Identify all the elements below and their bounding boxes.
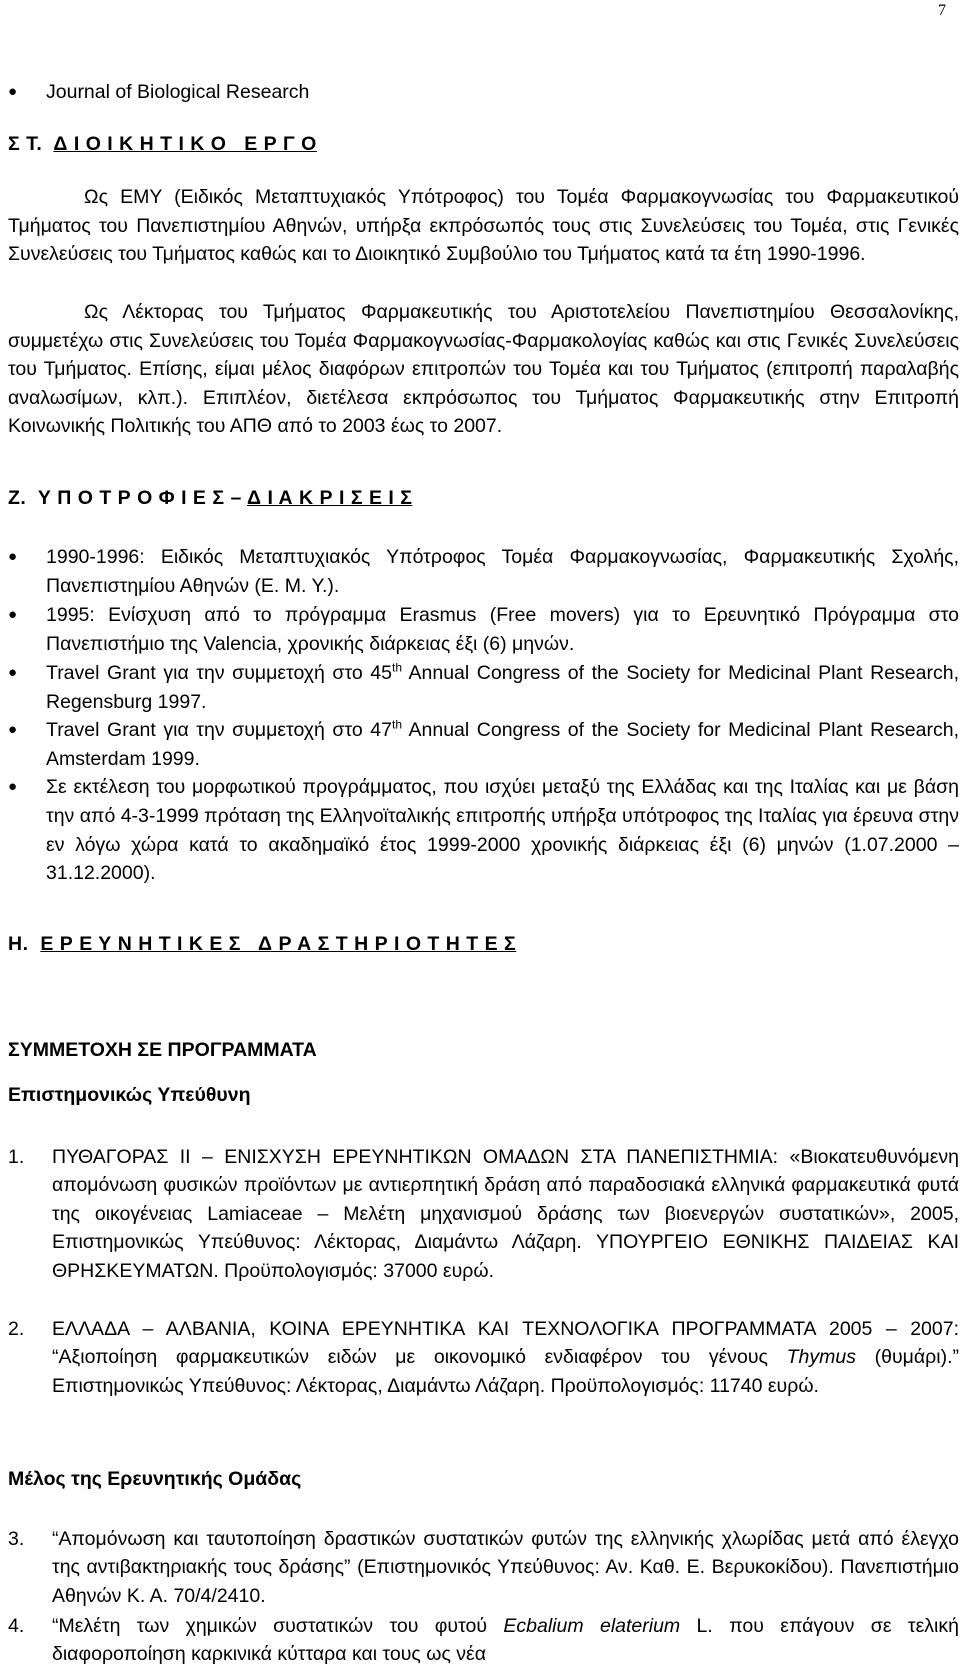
section-prefix: Ζ.: [8, 487, 38, 509]
list-number: 3.: [8, 1528, 25, 1550]
scholarship-item: [46, 716, 959, 774]
bullet-icon: ●: [8, 664, 18, 681]
ordinal-suffix: th: [391, 660, 402, 675]
item-text: Annual Congress of the Society for Medicinal Plant Research, Amsterdam 1999.: [46, 719, 959, 770]
section-prefix: Η.: [8, 933, 41, 955]
item-text: (θυμάρι).” Επιστημονικώς Υπεύθυνος: Λέκτορας, Διαμάντω Λάζαρη. Προϋπολογισμός: 11740 ευρώ.: [52, 1346, 959, 1397]
item-text: L. που επάγουν σε τελική διαφοροποίηση καρκινικά κύτταρα και τους ως νέα: [52, 1615, 959, 1666]
item-text: Travel Grant για την συμμετοχή στο 45: [46, 662, 392, 684]
ordinal-suffix: th: [391, 717, 402, 732]
section-heading-h: [8, 933, 516, 956]
member-heading: Μέλος της Ερευνητικής Ομάδας: [8, 1468, 302, 1490]
species-name: Thymus: [786, 1346, 856, 1369]
program-item: “Απομόνωση και ταυτοποίηση δραστικών συστατικών φυτών της ελληνικής χλωρίδας μετά από έλεγχο της αντιβακτηριακής τους δράσης” (Επιστημονικός Υπεύθυνος: Αν. Καθ. Ε. Βερυκοκίδου). Πανεπιστήμιο Αθηνών Κ. Α. 70/4/2410.: [52, 1528, 959, 1607]
section-title-plain: Υ Π Ο Τ Ρ Ο Φ Ι Ε Σ –: [37, 487, 248, 509]
program-item: [52, 1315, 959, 1400]
scholarship-item: 1995: Ενίσχυση από το πρόγραμμα Erasmus (Free movers) για το Ερευνητικό Πρόγραμμα στο Πανεπιστήμιο της Valencia, χρονικής διάρκειας έξι (6) μηνών.: [46, 604, 959, 655]
section-title: Ε Ρ Ε Υ Ν Η Τ Ι Κ Ε Σ Δ Ρ Α Σ Τ Η Ρ Ι Ο Τ Η Τ Ε Σ: [40, 933, 517, 955]
list-number: 2.: [8, 1318, 25, 1340]
section-heading-st: [8, 133, 317, 156]
item-text: Travel Grant για την συμμετοχή στο 47: [46, 719, 392, 741]
program-item: ΠΥΘΑΓΟΡΑΣ ΙΙ – ΕΝΙΣΧΥΣΗ ΕΡΕΥΝΗΤΙΚΩΝ ΟΜΑΔΩΝ ΣΤΑ ΠΑΝΕΠΙΣΤΗΜΙΑ: «Βιοκατευθυνόμενη απομόνωση φυσικών προϊόντων με αντιερπητική δράση από παραδοσιακά ελληνικά φαρμακευτικά φυτά της οικογένειας Lamiaceae – Μελέτη μηχανισμού δράσης των βιοενεργών συστατικών», 2005, Επιστημονικώς Υπεύθυνος: Λέκτορας, Διαμάντω Λάζαρη. ΥΠΟΥΡΓΕΙΟ ΕΘΝΙΚΗΣ ΠΑΙΔΕΙΑΣ ΚΑΙ ΘΡΗΣΚΕΥΜΑΤΩΝ. Προϋπολογισμός: 37000 ευρώ.: [52, 1146, 959, 1282]
scholarship-item: Σε εκτέλεση του μορφωτικού προγράμματος, που ισχύει μεταξύ της Ελλάδας και της Ιταλίας και με βάση την από 4-3-1999 πρόταση της Ελληνοϊταλικής επιτροπής υπήρξα υπότροφος της Ιταλίας για έρευνα στην εν λόγω χώρα κατά το ακαδημαϊκό έτος 1999-2000 χρονικής διάρκειας έξι (6) μηνών (1.07.2000 – 31.12.2000).: [46, 776, 960, 885]
list-number: 4.: [8, 1615, 25, 1637]
species-name: Ecbalium elaterium: [503, 1615, 681, 1637]
item-text: ΕΛΛΑΔΑ – ΑΛΒΑΝΙΑ, ΚΟΙΝΑ ΕΡΕΥΝΗΤΙΚΑ ΚΑΙ ΤΕΧΝΟΛΟΓΙΚΑ ΠΡΟΓΡΑΜΜΑΤΑ 2005 – 2007: “Αξιοποίηση φαρμακευτικών ειδών με οικονομικό ενδιαφέρον του γένους: [52, 1318, 959, 1369]
section-title: Δ Ι Ο Ι Κ Η Τ Ι Κ Ο Ε Ρ Γ Ο: [53, 133, 317, 155]
journal-item: Journal of Biological Research: [46, 81, 310, 103]
bullet-icon: ●: [8, 721, 18, 738]
responsible-heading: Επιστημονικώς Υπεύθυνη: [8, 1084, 251, 1106]
bullet-icon: ●: [8, 83, 18, 100]
list-number: 1.: [8, 1146, 25, 1168]
item-text: “Μελέτη των χημικών συστατικών του φυτού: [52, 1615, 504, 1637]
program-item: [52, 1612, 959, 1669]
item-text: Annual Congress of the Society for Medicinal Plant Research, Regensburg 1997.: [46, 662, 959, 713]
scholarship-item: [46, 659, 959, 717]
admin-paragraph-2: Ως Λέκτορας του Τμήματος Φαρμακευτικής του Αριστοτελείου Πανεπιστημίου Θεσσαλονίκης, συμμετέχω στις Συνελεύσεις του Τομέα Φαρμακογνωσίας-Φαρμακολογίας καθώς και στις Γενικές Συνελεύσεις του Τμήματος. Επίσης, είμαι μέλος διαφόρων επιτροπών του Τομέα και του Τμήματος (επιτροπή παραλαβής αναλωσίμων, κλπ.). Επιπλέον, διετέλεσα εκπρόσωπος του Τμήματος Φαρμακευτικής στην Επιτροπή Κοινωνικής Πολιτικής του ΑΠΘ από το 2003 έως το 2007.: [8, 301, 959, 438]
page-number: 7: [938, 2, 946, 19]
section-title-underlined: Δ Ι Α Κ Ρ Ι Σ Ε Ι Σ: [247, 487, 413, 509]
scholarship-item: 1990-1996: Ειδικός Μεταπτυχιακός Υπότροφος Τομέα Φαρμακογνωσίας, Φαρμακευτικής Σχολής, Πανεπιστημίου Αθηνών (Ε. Μ. Υ.).: [46, 546, 959, 597]
admin-paragraph-1: Ως ΕΜΥ (Ειδικός Μεταπτυχιακός Υπότροφος) του Τομέα Φαρμακογνωσίας του Φαρμακευτικού Τμήματος του Πανεπιστημίου Αθηνών, υπήρξα εκπρόσωπός τους στις Συνελεύσεις του Τομέα, στις Γενικές Συνελεύσεις του Τμήματος καθώς και το Διοικητικό Συμβούλιο του Τμήματος κατά τα έτη 1990-1996.: [8, 186, 959, 266]
bullet-icon: ●: [8, 548, 18, 565]
section-heading-z: [8, 487, 412, 510]
bullet-icon: ●: [8, 778, 18, 795]
bullet-icon: ●: [8, 606, 18, 623]
programs-heading: ΣΥΜΜΕΤΟΧΗ ΣΕ ΠΡΟΓΡΑΜΜΑΤΑ: [8, 1039, 317, 1061]
section-prefix: Σ Τ.: [8, 133, 54, 155]
